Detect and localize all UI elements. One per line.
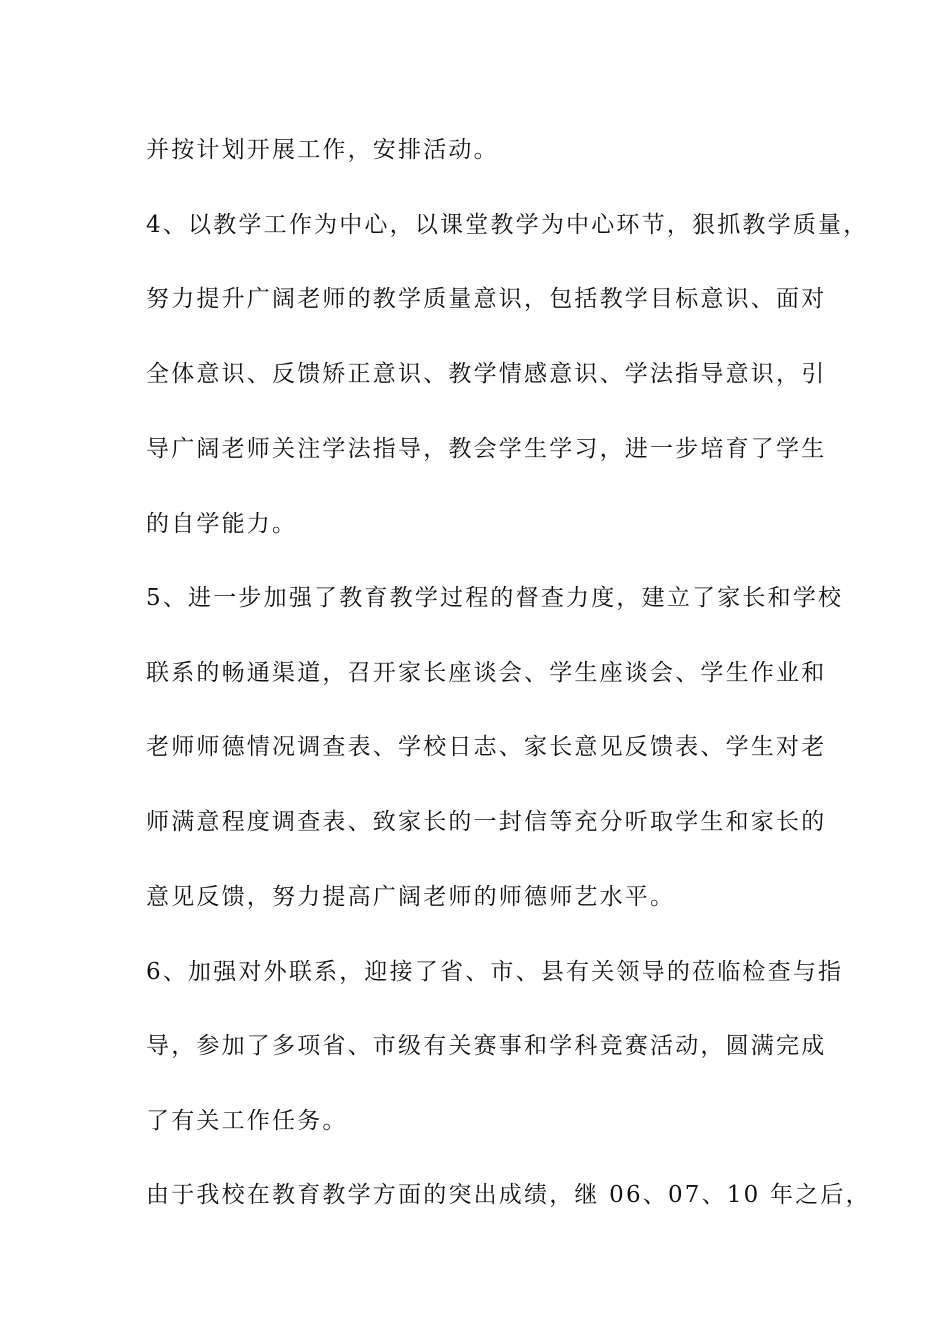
text-line: 6、加强对外联系，迎接了省、市、县有关领导的莅临检查与指	[146, 959, 844, 985]
text-line: 导，参加了多项省、市级有关赛事和学科竞赛活动，圆满完成	[146, 1033, 827, 1059]
text-line: 联系的畅通渠道，召开家长座谈会、学生座谈会、学生作业和	[146, 660, 827, 686]
text-line: 努力提升广阔老师的教学质量意识，包括教学目标意识、面对	[146, 286, 827, 312]
text-line: 全体意识、反馈矫正意识、教学情感意识、学法指导意识，引	[146, 361, 827, 387]
text-line: 的自学能力。	[146, 511, 298, 537]
text-line: 了有关工作任务。	[146, 1108, 348, 1134]
text-line: 导广阔老师关注学法指导，教会学生学习，进一步培育了学生	[146, 436, 827, 462]
text-line: 5、进一步加强了教育教学过程的督查力度，建立了家长和学校	[146, 585, 844, 611]
text-line: 并按计划开展工作，安排活动。	[146, 137, 499, 163]
text-line: 意见反馈，努力提高广阔老师的师德师艺水平。	[146, 884, 676, 910]
text-line: 4、以教学工作为中心，以课堂教学为中心环节，狠抓教学质量，	[146, 212, 869, 238]
text-line: 由于我校在教育教学方面的突出成绩，继 06、07、10 年之后，	[146, 1182, 871, 1208]
text-line: 老师师德情况调查表、学校日志、家长意见反馈表、学生对老	[146, 734, 827, 760]
text-line: 师满意程度调查表、致家长的一封信等充分听取学生和家长的	[146, 809, 827, 835]
